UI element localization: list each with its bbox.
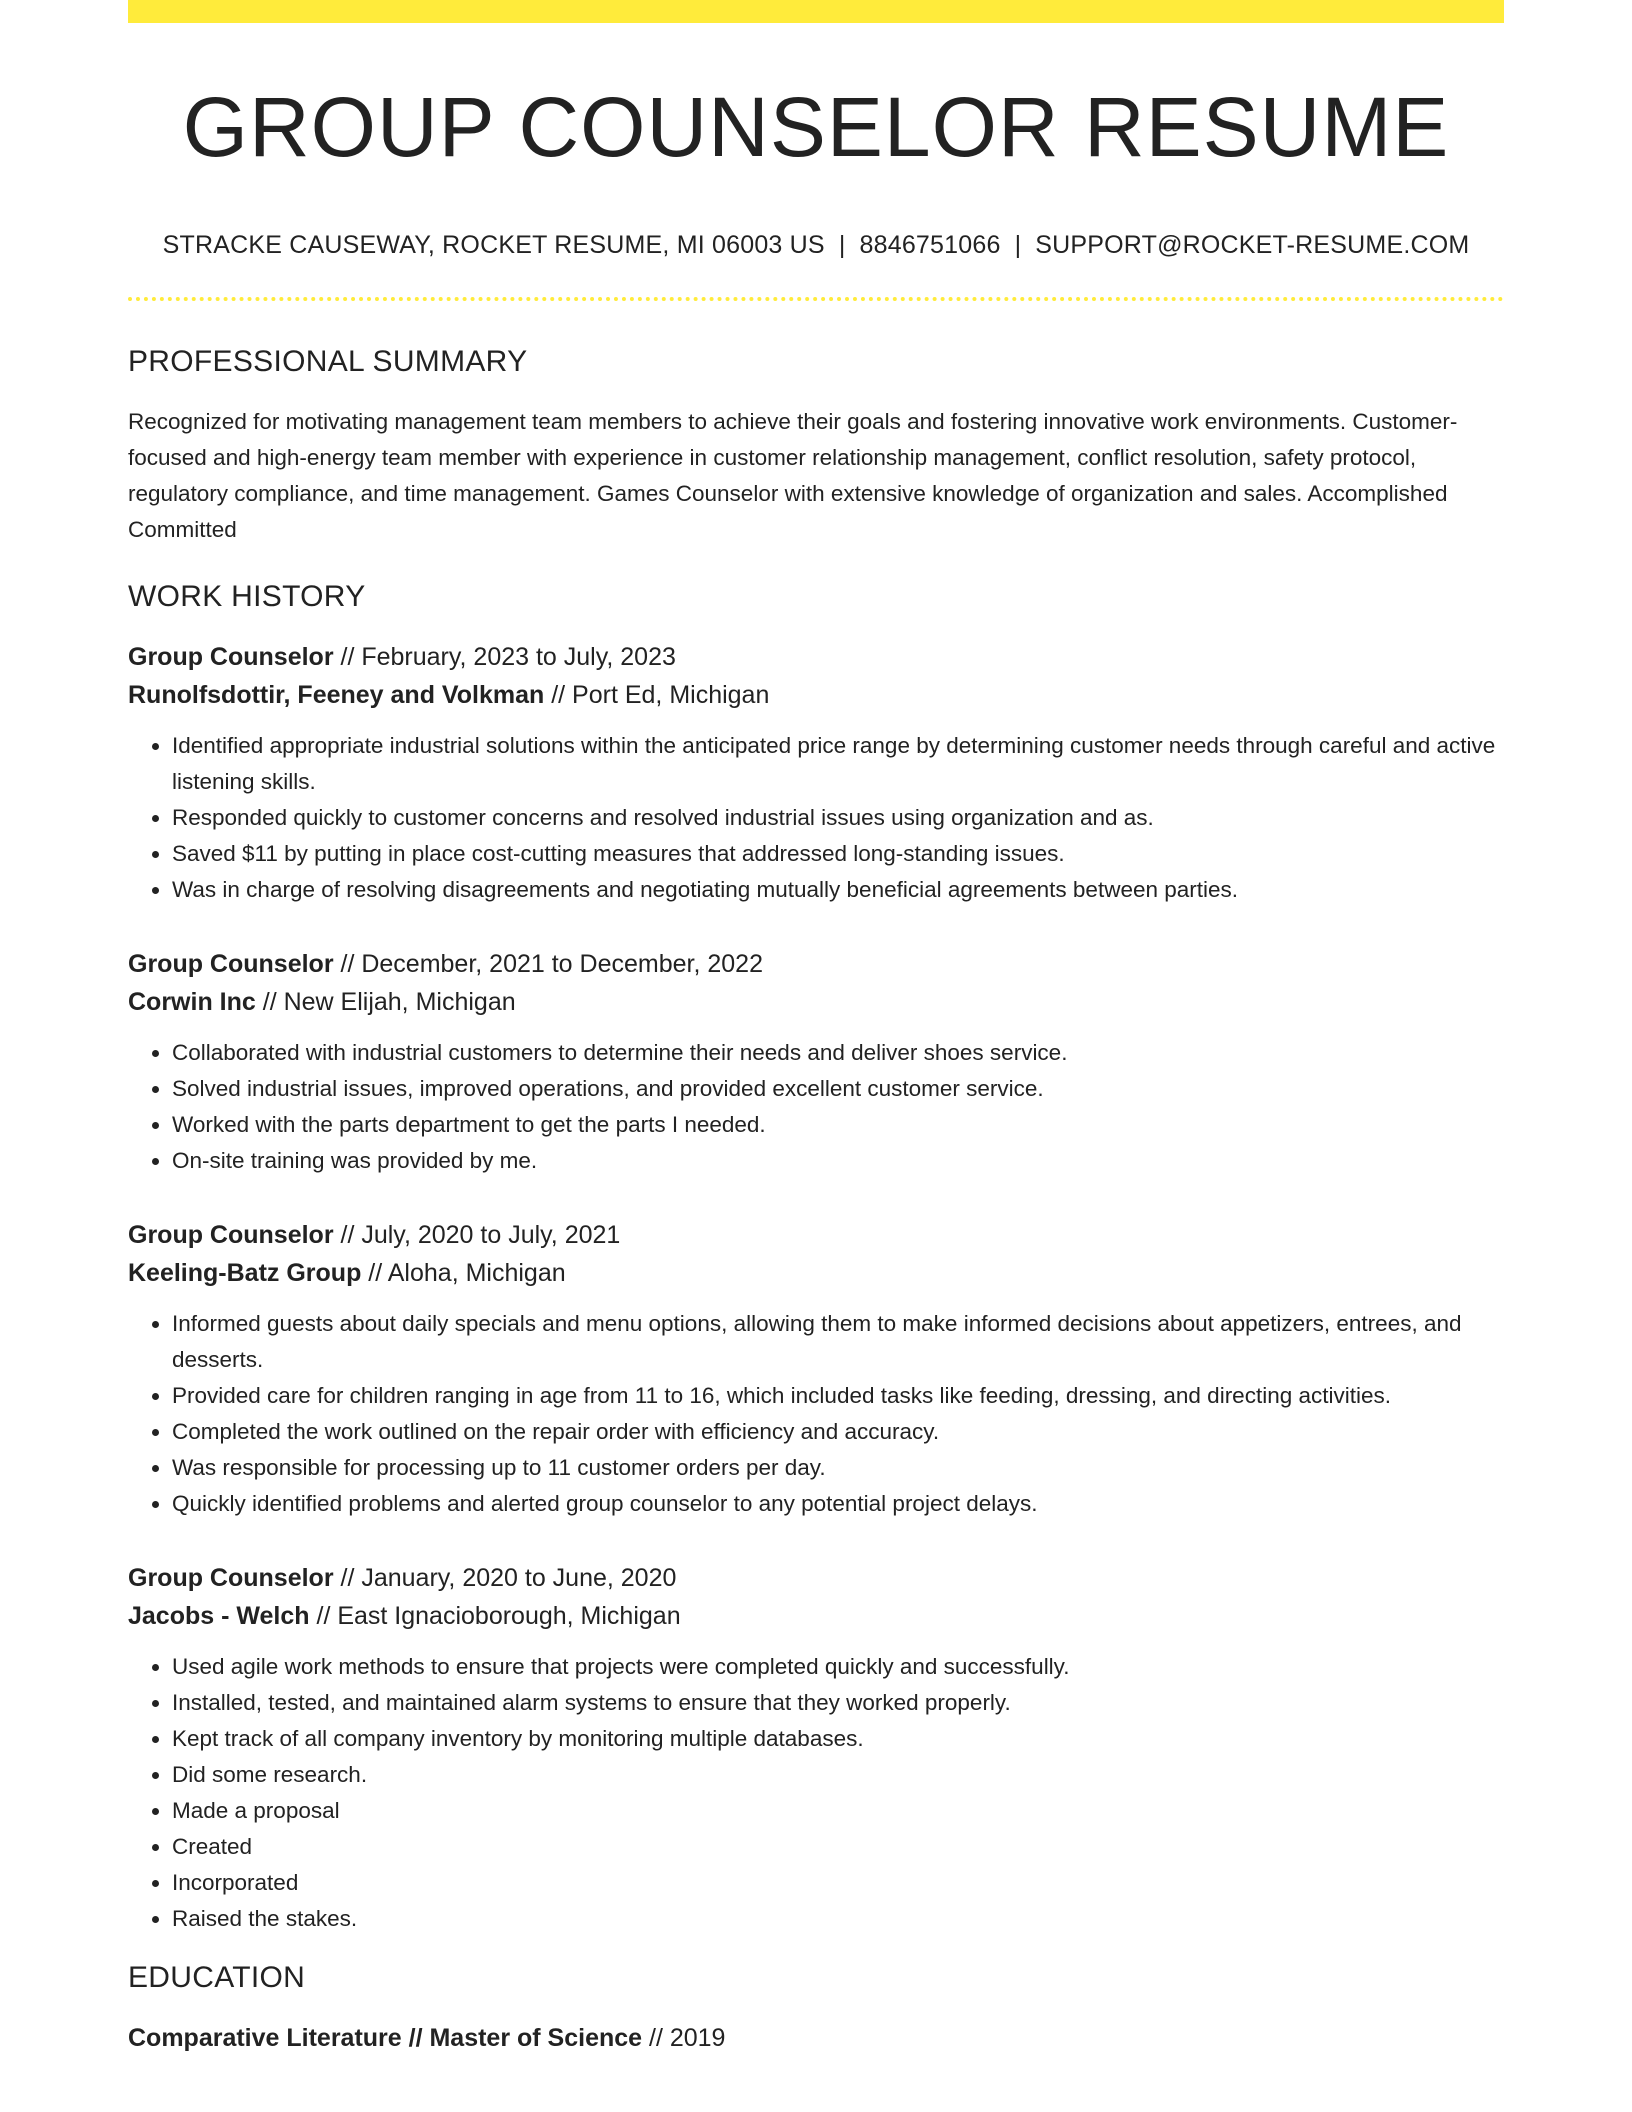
job-entry [128, 638, 1504, 908]
list-item: • Solved industrial issues, improved operations, and provided excellent customer service. [172, 1071, 1504, 1107]
list-item: • Provided care for children ranging in age from 11 to 16, which included tasks like feeding, dressing, and directing activities. [172, 1378, 1504, 1414]
job-location: // Aloha, Michigan [361, 1259, 566, 1288]
job-location: // New Elijah, Michigan [255, 988, 516, 1017]
list-item: • Made a proposal [172, 1793, 1504, 1829]
list-item: • Identified appropriate industrial solutions within the anticipated price range by determining customer needs through careful and active listening skills. [172, 728, 1504, 800]
education-year: // 2019 [642, 2024, 726, 2053]
list-item: • Was in charge of resolving disagreements and negotiating mutually beneficial agreements between parties. [172, 872, 1504, 908]
job-entry [128, 945, 1504, 1179]
list-item: • Was responsible for processing up to 11 customer orders per day. [172, 1450, 1504, 1486]
contact-separator: | [838, 231, 846, 260]
list-item: • Did some research. [172, 1757, 1504, 1793]
job-company-line [128, 983, 1504, 1021]
list-item: • Collaborated with industrial customers to determine their needs and deliver shoes service. [172, 1035, 1504, 1071]
contact-phone: 8846751066 [859, 231, 1001, 260]
list-item: • Used agile work methods to ensure that projects were completed quickly and successfully. [172, 1649, 1504, 1685]
job-location: // Port Ed, Michigan [544, 681, 770, 710]
job-company: Jacobs - Welch [128, 1602, 310, 1631]
summary-text: Recognized for motivating management team members to achieve their goals and fostering innovative work environments. Customer-focused and high-energy team member with experience in customer relationship management, conflict resolution, safety protocol, regulatory compliance, and time management. Games Counselor with extensive knowledge of organization and sales. Accomplished Committed [128, 409, 1458, 543]
list-item: • Incorporated [172, 1865, 1504, 1901]
job-title: Group Counselor [128, 1564, 334, 1593]
job-bullets [128, 1306, 1504, 1522]
list-item: • Installed, tested, and maintained alarm systems to ensure that they worked properly. [172, 1685, 1504, 1721]
job-company-line [128, 1597, 1504, 1635]
resume-page [128, 0, 1504, 2057]
job-company: Runolfsdottir, Feeney and Volkman [128, 681, 545, 710]
education-heading: EDUCATION [128, 1961, 306, 1995]
job-company-line [128, 676, 1504, 714]
job-dates: // February, 2023 to July, 2023 [333, 643, 676, 672]
summary-heading: PROFESSIONAL SUMMARY [128, 345, 528, 379]
job-title-line [128, 945, 1504, 983]
resume-title: GROUP COUNSELOR RESUME [182, 80, 1450, 174]
job-company: Keeling-Batz Group [128, 1259, 362, 1288]
job-entry [128, 1216, 1504, 1522]
job-bullets [128, 1035, 1504, 1179]
list-item: • Raised the stakes. [172, 1901, 1504, 1937]
job-dates: // July, 2020 to July, 2021 [333, 1221, 621, 1250]
job-company: Corwin Inc [128, 988, 256, 1017]
list-item: • Completed the work outlined on the repair order with efficiency and accuracy. [172, 1414, 1504, 1450]
list-item: • Kept track of all company inventory by monitoring multiple databases. [172, 1721, 1504, 1757]
job-title: Group Counselor [128, 643, 334, 672]
top-accent-bar [128, 0, 1504, 23]
job-title-line [128, 1216, 1504, 1254]
list-item: • Quickly identified problems and alerted group counselor to any potential project delays. [172, 1486, 1504, 1522]
job-entry [128, 1559, 1504, 1937]
contact-separator: | [1014, 231, 1022, 260]
job-dates: // January, 2020 to June, 2020 [333, 1564, 677, 1593]
work-history-heading: WORK HISTORY [128, 580, 366, 614]
list-item: • Created [172, 1829, 1504, 1865]
job-title-line [128, 1559, 1504, 1597]
list-item: • Saved $11 by putting in place cost-cutting measures that addressed long-standing issues. [172, 836, 1504, 872]
job-title: Group Counselor [128, 950, 334, 979]
list-item: • Informed guests about daily specials and menu options, allowing them to make informed decisions about appetizers, entrees, and desserts. [172, 1306, 1504, 1378]
contact-email: SUPPORT@ROCKET-RESUME.COM [1035, 231, 1470, 260]
list-item: • Worked with the parts department to get the parts I needed. [172, 1107, 1504, 1143]
dotted-divider [128, 297, 1504, 301]
job-bullets [128, 728, 1504, 908]
job-company-line [128, 1254, 1504, 1292]
education-entry [128, 2019, 1504, 2057]
list-item: • Responded quickly to customer concerns and resolved industrial issues using organization and as. [172, 800, 1504, 836]
job-location: // East Ignacioborough, Michigan [309, 1602, 681, 1631]
job-dates: // December, 2021 to December, 2022 [333, 950, 763, 979]
contact-line [128, 231, 1504, 260]
list-item: • On-site training was provided by me. [172, 1143, 1504, 1179]
job-title: Group Counselor [128, 1221, 334, 1250]
contact-address: STRACKE CAUSEWAY, ROCKET RESUME, MI 06003 US [162, 231, 825, 260]
job-bullets [128, 1649, 1504, 1937]
education-degree: Comparative Literature // Master of Science [128, 2024, 643, 2053]
job-title-line [128, 638, 1504, 676]
